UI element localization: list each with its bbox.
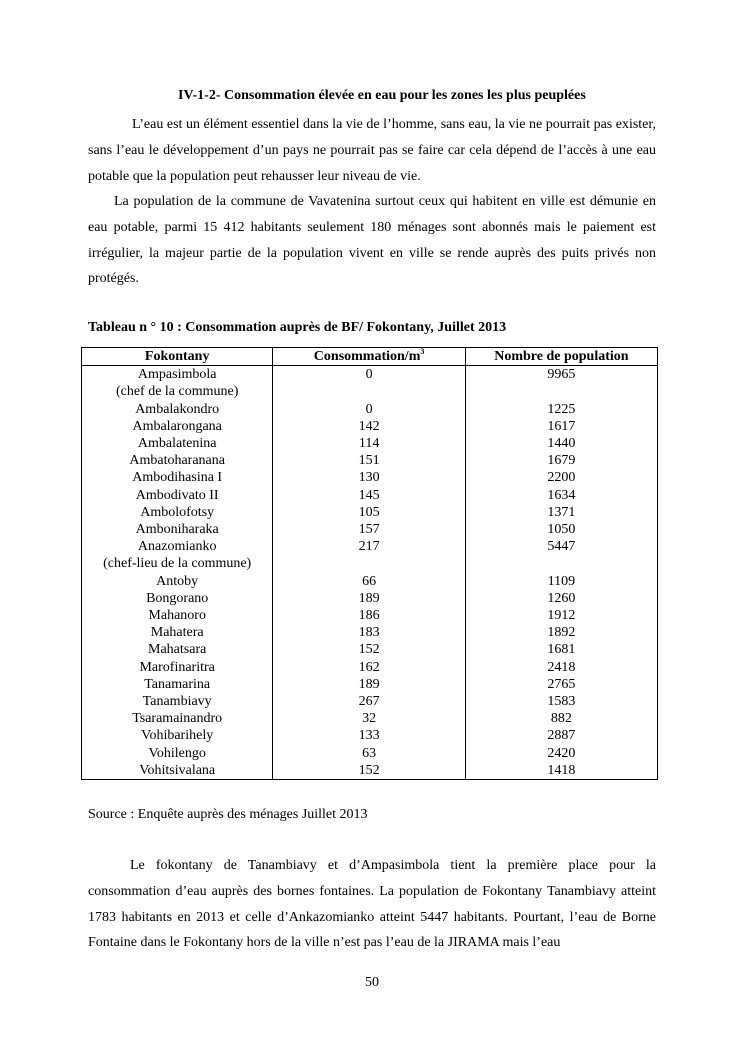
- cell-consommation: 183: [273, 624, 465, 641]
- table-source: Source : Enquête auprès des ménages Juillet 2013: [88, 807, 368, 822]
- cell-fokontany: [82, 504, 273, 521]
- cell-consommation: 105: [273, 504, 465, 521]
- fokontany-name: Vohibarihely: [141, 728, 214, 744]
- cell-consommation: 63: [273, 745, 465, 762]
- cell-fokontany: [82, 573, 273, 590]
- table-row: [82, 590, 658, 607]
- cell-population: 1418: [465, 762, 657, 780]
- header-fokontany: Fokontany: [82, 348, 273, 366]
- fokontany-name: Anazomianko: [137, 539, 217, 555]
- table-row: [82, 659, 658, 676]
- table-row: [82, 366, 658, 401]
- table-row: [82, 418, 658, 435]
- cell-consommation: 267: [273, 693, 465, 710]
- cell-consommation: 189: [273, 590, 465, 607]
- fokontany-note: (chef de la commune): [115, 384, 239, 400]
- table-row: [82, 693, 658, 710]
- table-row: [82, 573, 658, 590]
- fokontany-name: Ampasimbola: [137, 367, 217, 383]
- table-body: [82, 366, 658, 780]
- fokontany-name: Ambodihasina I: [132, 470, 223, 486]
- cell-consommation: 162: [273, 659, 465, 676]
- table-row: [82, 676, 658, 693]
- cell-fokontany: [82, 590, 273, 607]
- fokontany-name: Amboniharaka: [135, 522, 219, 538]
- cell-population: 1892: [465, 624, 657, 641]
- fokontany-name: Marofinaritra: [139, 659, 215, 675]
- cell-population: 2418: [465, 659, 657, 676]
- cell-fokontany: [82, 487, 273, 504]
- cell-fokontany: [82, 624, 273, 641]
- table-row: [82, 435, 658, 452]
- cell-fokontany: [82, 401, 273, 418]
- paragraph-tanambiavy: Le fokontany de Tanambiavy et d’Ampasimbola tient la première place pour la consommation d’eau auprès des bornes fontaines. La population de Fokontany Tanambiavy atteint 1783 habitants en 2013 et celle d’Ankazomianko atteint 5447 habitants. Pourtant, l’eau de Borne Fontaine dans le Fokontany hors de la ville n’est pas l’eau de la JIRAMA mais l’eau: [88, 858, 656, 951]
- cell-fokontany: [82, 469, 273, 486]
- cell-consommation: 186: [273, 607, 465, 624]
- table-row: [82, 641, 658, 658]
- fokontany-name: Ambolofotsy: [140, 504, 215, 520]
- cell-population: 1681: [465, 641, 657, 658]
- section-heading: IV-1-2- Consommation élevée en eau pour les zones les plus peuplées: [178, 88, 586, 103]
- cell-consommation: 217: [273, 538, 465, 572]
- table-row: [82, 727, 658, 744]
- fokontany-name: Tanambiavy: [142, 694, 212, 710]
- fokontany-name: Tanamarina: [144, 676, 211, 692]
- cell-fokontany: [82, 641, 273, 658]
- table-row: [82, 624, 658, 641]
- cell-fokontany: [82, 762, 273, 780]
- cell-population: 5447: [465, 538, 657, 572]
- header-population: Nombre de population: [465, 348, 657, 366]
- cell-consommation: 114: [273, 435, 465, 452]
- fokontany-name: Ambalatenina: [137, 436, 217, 452]
- cell-fokontany: [82, 538, 273, 572]
- table-row: [82, 538, 658, 572]
- cell-fokontany: [82, 659, 273, 676]
- cell-consommation: 145: [273, 487, 465, 504]
- fokontany-name: Ambalarongana: [132, 418, 222, 434]
- cell-population: 1371: [465, 504, 657, 521]
- fokontany-name: Bongorano: [146, 590, 209, 606]
- cell-consommation: 152: [273, 762, 465, 780]
- cell-fokontany: [82, 607, 273, 624]
- header-consommation: [273, 348, 465, 366]
- table-row: [82, 521, 658, 538]
- cell-consommation: 151: [273, 452, 465, 469]
- cell-fokontany: [82, 710, 273, 727]
- cell-consommation: 157: [273, 521, 465, 538]
- cell-consommation: 0: [273, 401, 465, 418]
- cell-fokontany: [82, 727, 273, 744]
- fokontany-name: Tsaramainandro: [132, 711, 223, 727]
- fokontany-note: (chef-lieu de la commune): [103, 556, 252, 572]
- cell-population: 1679: [465, 452, 657, 469]
- fokontany-name: Vohitsivalana: [139, 762, 216, 778]
- cell-population: 1109: [465, 573, 657, 590]
- fokontany-name: Ambalakondro: [135, 401, 220, 417]
- cell-population: 1225: [465, 401, 657, 418]
- cell-population: 1050: [465, 521, 657, 538]
- cell-consommation: 66: [273, 573, 465, 590]
- cell-fokontany: [82, 521, 273, 538]
- cell-fokontany: [82, 693, 273, 710]
- fokontany-name: Ambodivato II: [135, 487, 219, 503]
- cell-consommation: 142: [273, 418, 465, 435]
- cell-fokontany: [82, 435, 273, 452]
- fokontany-name: Antoby: [156, 573, 199, 589]
- cell-consommation: 32: [273, 710, 465, 727]
- table-row: [82, 487, 658, 504]
- cell-population: 1617: [465, 418, 657, 435]
- table-header-row: [82, 348, 658, 366]
- cell-fokontany: [82, 366, 273, 401]
- cell-consommation: 133: [273, 727, 465, 744]
- table-caption: Tableau n ° 10 : Consommation auprès de BF/ Fokontany, Juillet 2013: [88, 320, 507, 335]
- paragraph-intro: L’eau est un élément essentiel dans la vie de l’homme, sans eau, la vie ne pourrait pas exister, sans l’eau le développement d’un pays ne pourrait pas se faire car cela dépend de l’accès à une eau potable que la population peut rehausser leur niveau de vie.: [88, 117, 656, 184]
- cell-population: 882: [465, 710, 657, 727]
- cell-population: 1260: [465, 590, 657, 607]
- fokontany-name: Mahatsara: [148, 642, 207, 658]
- cell-population: 1912: [465, 607, 657, 624]
- cell-fokontany: [82, 745, 273, 762]
- table-row: [82, 745, 658, 762]
- header-consommation-exponent: 3: [420, 347, 425, 356]
- cell-population: 2420: [465, 745, 657, 762]
- cell-fokontany: [82, 676, 273, 693]
- cell-population: 9965: [465, 366, 657, 401]
- cell-consommation: 152: [273, 641, 465, 658]
- cell-fokontany: [82, 452, 273, 469]
- table-row: [82, 469, 658, 486]
- cell-consommation: 130: [273, 469, 465, 486]
- cell-consommation: 0: [273, 366, 465, 401]
- cell-population: 2200: [465, 469, 657, 486]
- fokontany-name: Mahatera: [150, 625, 204, 641]
- table-row: [82, 452, 658, 469]
- table-row: [82, 762, 658, 780]
- cell-population: 2887: [465, 727, 657, 744]
- page-number: 50: [365, 975, 379, 990]
- table-row: [82, 504, 658, 521]
- fokontany-name: Mahanoro: [148, 608, 206, 624]
- fokontany-name: Vohilengo: [148, 745, 206, 761]
- paragraph-population: La population de la commune de Vavatenina surtout ceux qui habitent en ville est démunie en eau potable, parmi 15 412 habitants seulement 180 ménages sont abonnés mais le paiement est irrégulier, la majeur partie de la population vivent en ville se rende auprès des puits privés non protégés.: [88, 194, 656, 287]
- cell-population: 1634: [465, 487, 657, 504]
- cell-population: 1583: [465, 693, 657, 710]
- consumption-table: [81, 347, 658, 780]
- fokontany-name: Ambatoharanana: [129, 453, 225, 469]
- table-row: [82, 710, 658, 727]
- table-row: [82, 401, 658, 418]
- table-row: [82, 607, 658, 624]
- header-consommation-label: Consommation/m: [313, 349, 421, 364]
- cell-fokontany: [82, 418, 273, 435]
- cell-population: 1440: [465, 435, 657, 452]
- cell-population: 2765: [465, 676, 657, 693]
- cell-consommation: 189: [273, 676, 465, 693]
